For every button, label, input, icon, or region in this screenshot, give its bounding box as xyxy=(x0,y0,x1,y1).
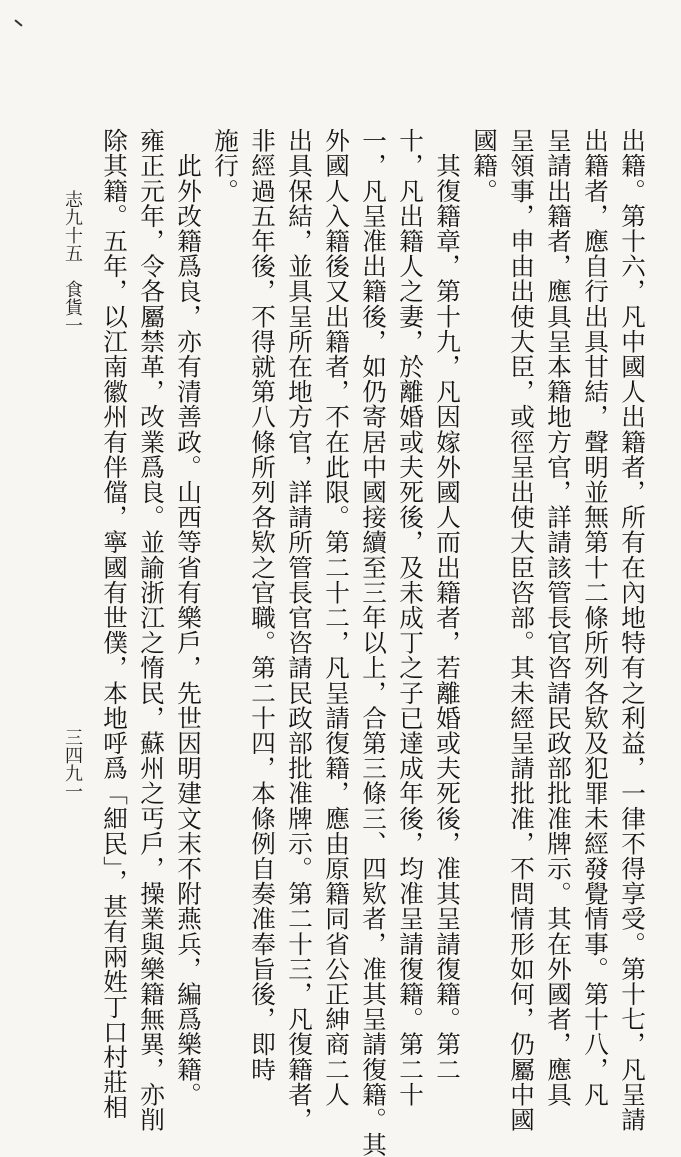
page-number: 三四九一 xyxy=(62,728,83,800)
text-column-12: 施行。 xyxy=(211,128,240,204)
text-column-7: 十，凡出籍人之妻，於離婚或夫死後，及未成丁之子已達成年後，均准呈請復籍。第二十 xyxy=(396,128,425,1107)
text-column-15: 除其籍。五年，以江南徽州有伴儅，寧國有世僕，本地呼爲「細民」，甚有兩姓丁口村莊相 xyxy=(100,128,129,1120)
running-head: 志九十五 食貨一 xyxy=(62,190,83,334)
text-column-14: 雍正元年，令各屬禁革，改業爲良。並諭浙江之惰民，蘇州之丐戶，操業與樂籍無異，亦削 xyxy=(137,128,166,1132)
text-column-5: 國籍。 xyxy=(470,128,499,204)
text-column-4: 呈領事，申由出使大臣，或徑呈出使大臣咨部。其未經呈請批准，不問情形如何，仍屬中國 xyxy=(507,128,536,1132)
text-column-11: 非經過五年後，不得就第八條所列各欵之官職。第二十四，本條例自奏准奉旨後，即時 xyxy=(248,128,277,1082)
text-column-8: 一，凡呈准出籍後，如仍寄居中國接續至三年以上，合第三條三、四欵者，准其呈請復籍。其 xyxy=(359,128,388,1157)
text-column-1: 出籍。第十六，凡中國人出籍者，所有在內地特有之利益，一律不得享受。第十七，凡呈請 xyxy=(618,128,647,1132)
text-column-6: 其復籍章，第十九，凡因嫁外國人而出籍者，若離婚或夫死後，准其呈請復籍。第二 xyxy=(433,128,462,1082)
text-column-9: 外國人入籍後又出籍者，不在此限。第二十二，凡呈請復籍，應由原籍同省公正紳商二人 xyxy=(322,128,351,1107)
text-column-3: 呈請出籍者，應具呈本籍地方官，詳請該管長官咨請民政部批准牌示。其在外國者，應具 xyxy=(544,128,573,1107)
text-column-10: 出具保結，並具呈所在地方官，詳請所管長官咨請民政部批准牌示。第二十三，凡復籍者， xyxy=(285,128,314,1132)
scan-mark xyxy=(14,19,22,26)
text-column-2: 出籍者，應自行出具甘結，聲明並無第十二條所列各欵及犯罪未經發覺情事。第十八，凡 xyxy=(581,128,610,1107)
text-column-13: 此外改籍爲良，亦有清善政。山西等省有樂戶，先世因明建文末不附燕兵，編爲樂籍。 xyxy=(174,128,203,1107)
